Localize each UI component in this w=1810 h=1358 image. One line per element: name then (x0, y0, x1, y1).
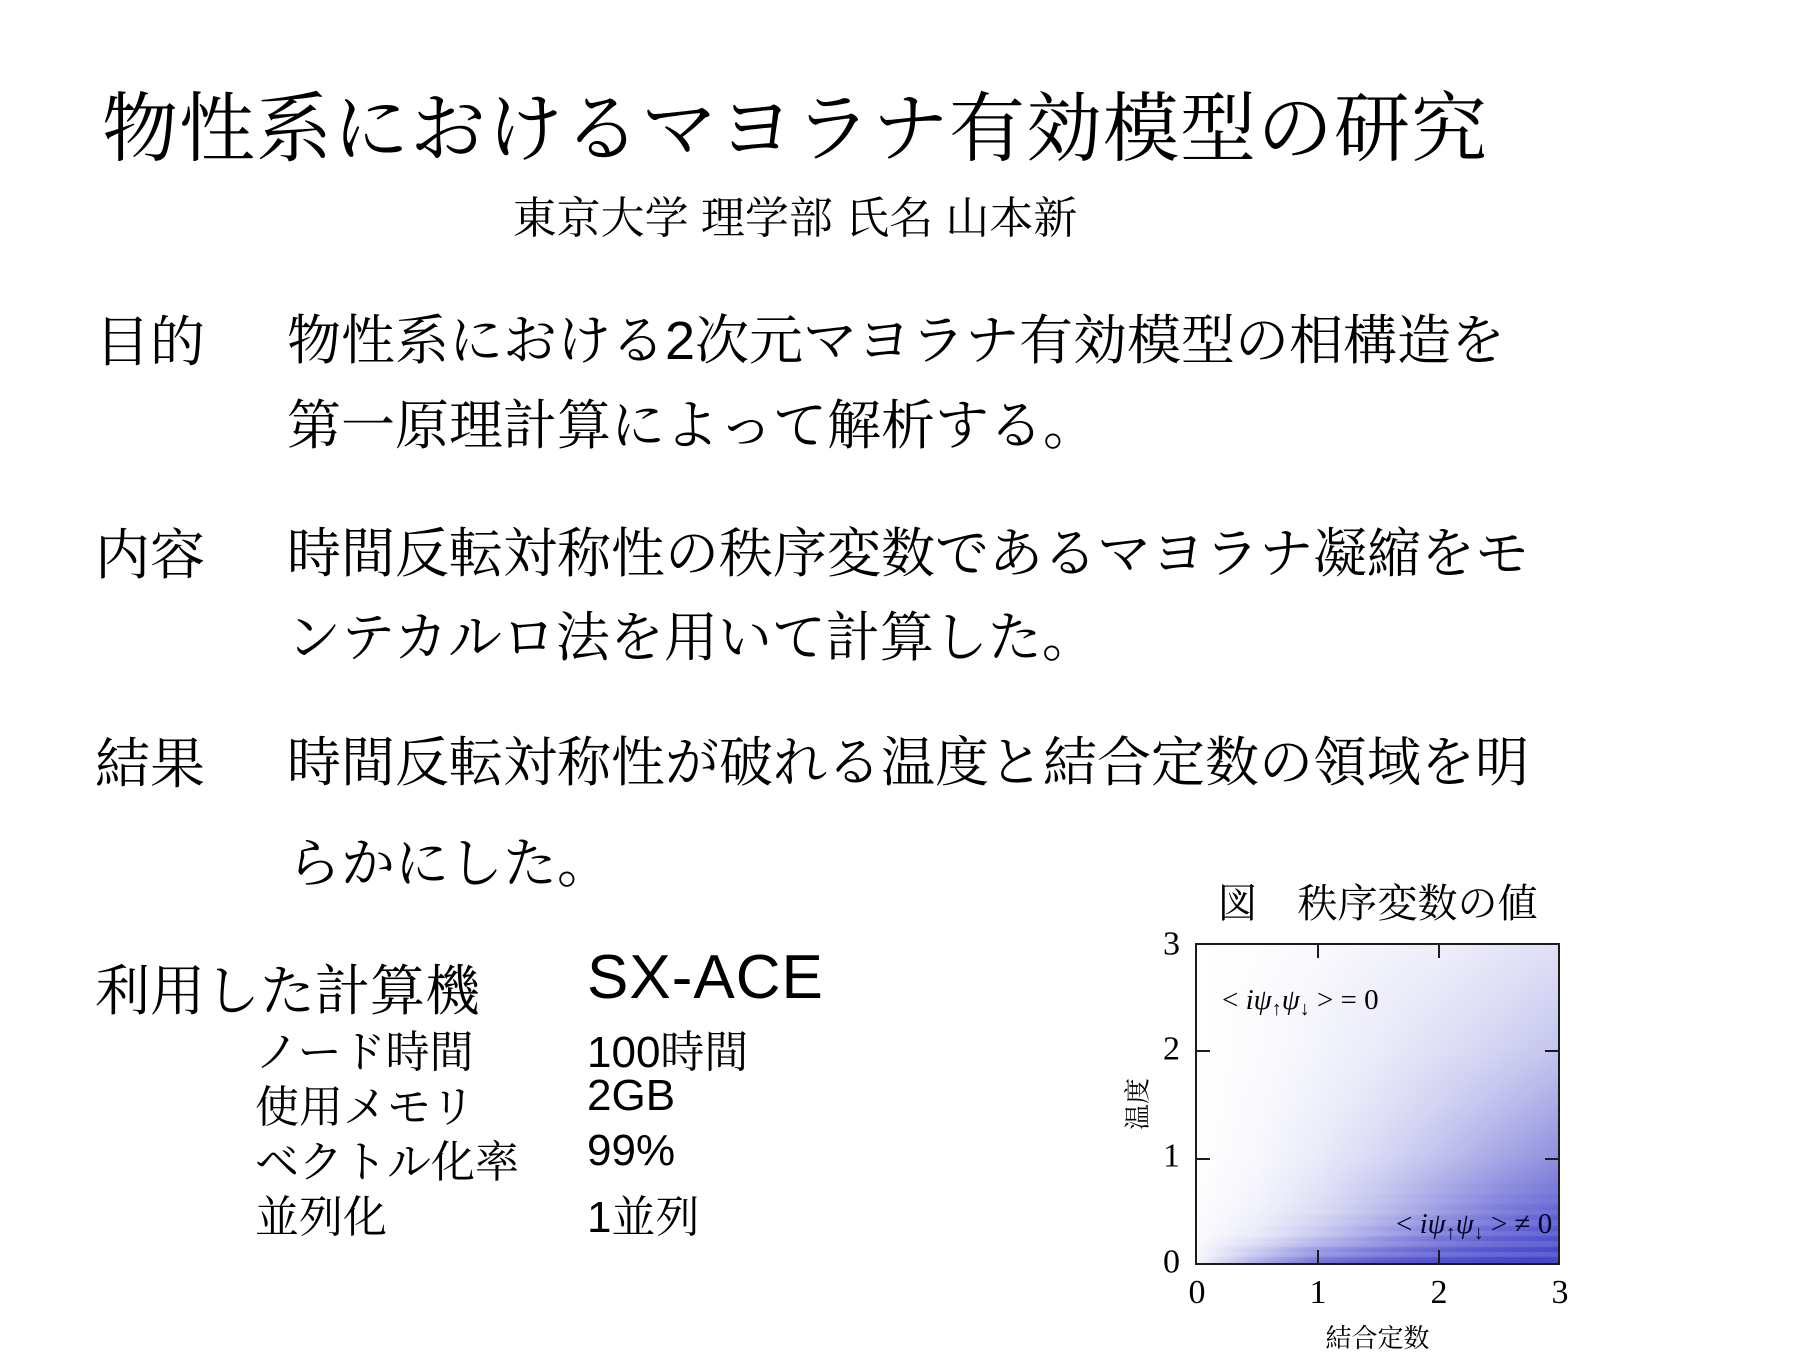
result-line-2: らかにした。 (287, 834, 611, 894)
ann-psi-down: ψ (1281, 984, 1300, 1016)
xtick-0: 0 (1188, 1274, 1206, 1311)
ann-not-equal-zero: > ≠ 0 (1483, 1208, 1553, 1240)
up-arrow-icon: ↑ (1445, 1222, 1456, 1244)
computer-heading: 利用した計算機 (95, 960, 481, 1022)
tick-right-2 (1545, 1050, 1558, 1052)
slide-title: 物性系におけるマヨラナ有効模型の研究 (102, 87, 1488, 172)
tick-left-2 (1197, 1050, 1210, 1052)
section-heading-result: 結果 (95, 733, 206, 795)
slide-subtitle: 東京大学 理学部 氏名 山本新 (512, 194, 1078, 243)
order-param-zero-annotation (1222, 984, 1379, 1020)
tick-left-1 (1197, 1158, 1210, 1160)
purpose-line-1: 物性系における2次元マヨラナ有効模型の相構造を (287, 311, 1506, 371)
ann-equals-zero: > = 0 (1309, 984, 1379, 1016)
spec-value-parallelization: 1並列 (587, 1193, 700, 1242)
spec-value-node-hours: 100時間 (587, 1028, 749, 1077)
down-arrow-icon: ↓ (1299, 998, 1310, 1020)
ann-psi-up: ψ (1427, 1208, 1446, 1240)
y-axis-label: 温度 (1122, 1077, 1153, 1131)
x-axis-label: 結合定数 (1325, 1323, 1430, 1353)
ann-i: i (1245, 984, 1254, 1016)
section-heading-purpose: 目的 (95, 311, 206, 373)
ytick-2: 2 (1163, 1030, 1180, 1068)
down-arrow-icon: ↓ (1473, 1222, 1484, 1244)
up-arrow-icon: ↑ (1271, 998, 1282, 1020)
ytick-0: 0 (1163, 1243, 1180, 1281)
section-heading-content: 内容 (95, 524, 206, 586)
content-line-1: 時間反転対称性の秩序変数であるマヨラナ凝縮をモ (287, 524, 1529, 584)
xtick-1: 1 (1309, 1274, 1327, 1311)
spec-label-node-hours: ノード時間 (255, 1028, 474, 1077)
computer-name: SX-ACE (587, 943, 824, 1012)
tick-right-1 (1545, 1158, 1558, 1160)
figure-caption: 図 秩序変数の値 (1217, 882, 1538, 926)
ytick-3: 3 (1163, 925, 1180, 963)
purpose-line-2: 第一原理計算によって解析する。 (287, 396, 1097, 456)
spec-value-vectorization: 99% (587, 1126, 676, 1175)
tick-top-2 (1438, 945, 1440, 958)
ann-open: < (1222, 984, 1246, 1016)
ann-open: < (1396, 1208, 1420, 1240)
tick-bottom-1 (1317, 1250, 1319, 1263)
result-line-1: 時間反転対称性が破れる温度と結合定数の領域を明 (287, 733, 1529, 793)
ytick-1: 1 (1163, 1137, 1180, 1175)
spec-label-vectorization: ベクトル化率 (255, 1138, 519, 1187)
order-param-nonzero-annotation (1396, 1208, 1553, 1244)
tick-bottom-2 (1438, 1250, 1440, 1263)
ann-i: i (1419, 1208, 1428, 1240)
tick-top-1 (1317, 945, 1319, 958)
spec-label-memory: 使用メモリ (255, 1083, 475, 1132)
ann-psi-down: ψ (1455, 1208, 1474, 1240)
spec-label-parallelization: 並列化 (255, 1193, 387, 1242)
xtick-3: 3 (1551, 1274, 1569, 1311)
spec-value-memory: 2GB (587, 1071, 676, 1120)
content-line-2: ンテカルロ法を用いて計算した。 (287, 608, 1096, 668)
xtick-2: 2 (1430, 1274, 1448, 1311)
ann-psi-up: ψ (1253, 984, 1272, 1016)
